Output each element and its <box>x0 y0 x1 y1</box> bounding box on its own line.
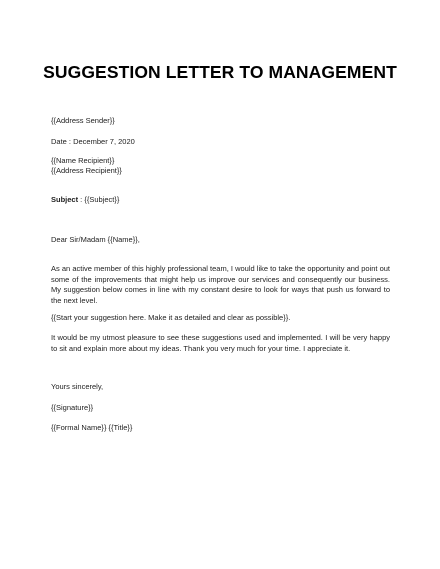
paragraph-closing: It would be my utmost pleasure to see these suggestions used and implemented. I will be very happy to sit and explain more about my ideas. Thank you very much for your time. I appreciate it. <box>51 333 390 353</box>
subject-value: : {{Subject}} <box>78 195 120 204</box>
name-recipient: {{Name Recipient}} <box>51 156 115 165</box>
document-title: SUGGESTION LETTER TO MANAGEMENT <box>43 62 397 82</box>
address-recipient: {{Address Recipient}} <box>51 166 122 175</box>
signature: {{Signature}} <box>51 403 94 412</box>
closing: Yours sincerely, <box>51 382 104 391</box>
salutation: Dear Sir/Madam {{Name}}, <box>51 235 140 244</box>
paragraph-intro: As an active member of this highly professional team, I would like to take the opportunity and point out some of the improvements that might help us improve our services and consequently our business. My suggestion below comes in line with my constant desire to look for ways that push us forward to the next level. <box>51 264 390 305</box>
letter-date: Date : December 7, 2020 <box>51 137 135 146</box>
subject-line <box>51 195 390 206</box>
formal-name-title: {{Formal Name}} {{Title}} <box>51 423 133 432</box>
subject-label: Subject <box>51 195 79 204</box>
paragraph-suggestion: {{Start your suggestion here. Make it as detailed and clear as possible}}. <box>51 313 291 322</box>
address-sender: {{Address Sender}} <box>51 116 115 125</box>
